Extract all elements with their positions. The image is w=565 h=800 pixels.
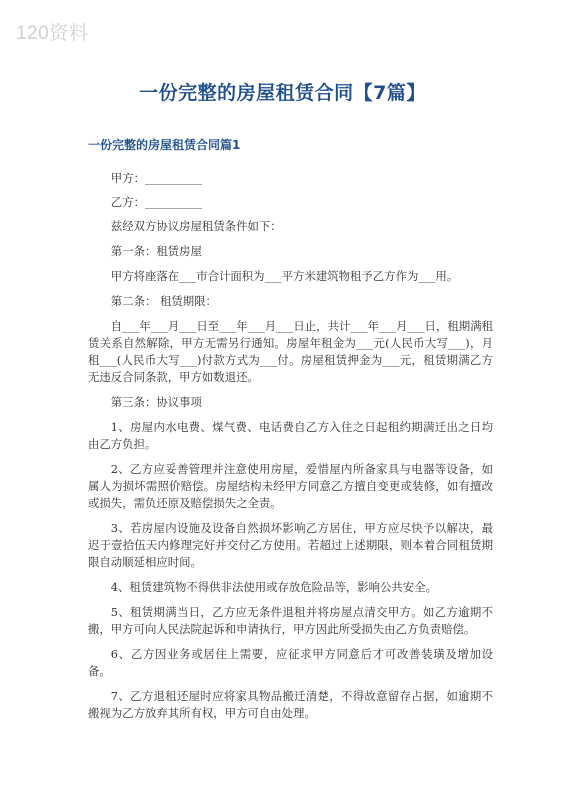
contract-body [88, 170, 493, 730]
document-title: 一份完整的房屋租赁合同【7篇】 [139, 82, 426, 104]
agreement-item-7: 7、乙方退租还屋时应将家具物品搬迁清楚，不得故意留存占据，如逾期不搬视为乙方放弃其所有权，甲方可自由处理。 [88, 689, 493, 720]
article-2-heading: 第二条： 租赁期限： [110, 294, 217, 308]
party-b-line: 乙方：__________ [110, 195, 202, 209]
agreement-item-3: 3、若房屋内设施及设备自然损坏影响乙方居住，甲方应尽快予以解决，最迟于壹拾伍天内修理完好并交付乙方使用。若超过上述期限，则本着合同租赁期限自动顺延相应时间。 [88, 521, 493, 569]
agreement-item-6: 6、乙方因业务或居住上需要，应征求甲方同意后才可改善装璜及增加设备。 [88, 647, 493, 678]
intro-paragraph: 兹经双方协议房屋租赁条件如下： [110, 219, 282, 233]
agreement-item-4: 4、租赁建筑物不得供非法使用或存放危险品等，影响公共安全。 [110, 580, 437, 594]
article-1-body: 甲方将座落在___市合计面积为___平方米建筑物租予乙方作为___用。 [110, 269, 459, 283]
agreement-item-1: 1、房屋内水电费、煤气费、电话费自乙方入住之日起租约期满迁出之日均由乙方负担。 [88, 420, 493, 451]
article-2-body: 自___年___月___日至___年___月___日止，共计___年___月___日，租期满租赁关系自然解除，甲方无需另行通知。房屋年租金为___元(人民币大写___)，月租___(人民币大写___)付款方式为___付。房屋租赁押金为___元，租赁期满乙方无违反合同条款，甲方如数退还。 [88, 319, 493, 384]
article-1-heading: 第一条：租赁房屋 [110, 244, 202, 258]
watermark-logo: 120资料 [16, 23, 89, 44]
agreement-item-5: 5、租赁期满当日，乙方应无条件退租并将房屋点清交甲方。如乙方逾期不搬，甲方可向人民法院起诉和申请执行，甲方因此所受损失由乙方负责赔偿。 [88, 605, 493, 636]
article-3-heading: 第三条：协议事项 [110, 395, 202, 409]
party-a-line: 甲方：__________ [110, 171, 202, 185]
section-title: 一份完整的房屋租赁合同篇1 [88, 138, 241, 152]
agreement-item-2: 2、乙方应妥善管理并注意使用房屋，爱惜屋内所备家具与电器等设备，如属人为损坏需照价赔偿。房屋结构未经甲方同意乙方擅自变更或装修，如有擅改或损失，需负还原及赔偿损失之全责。 [88, 462, 493, 510]
